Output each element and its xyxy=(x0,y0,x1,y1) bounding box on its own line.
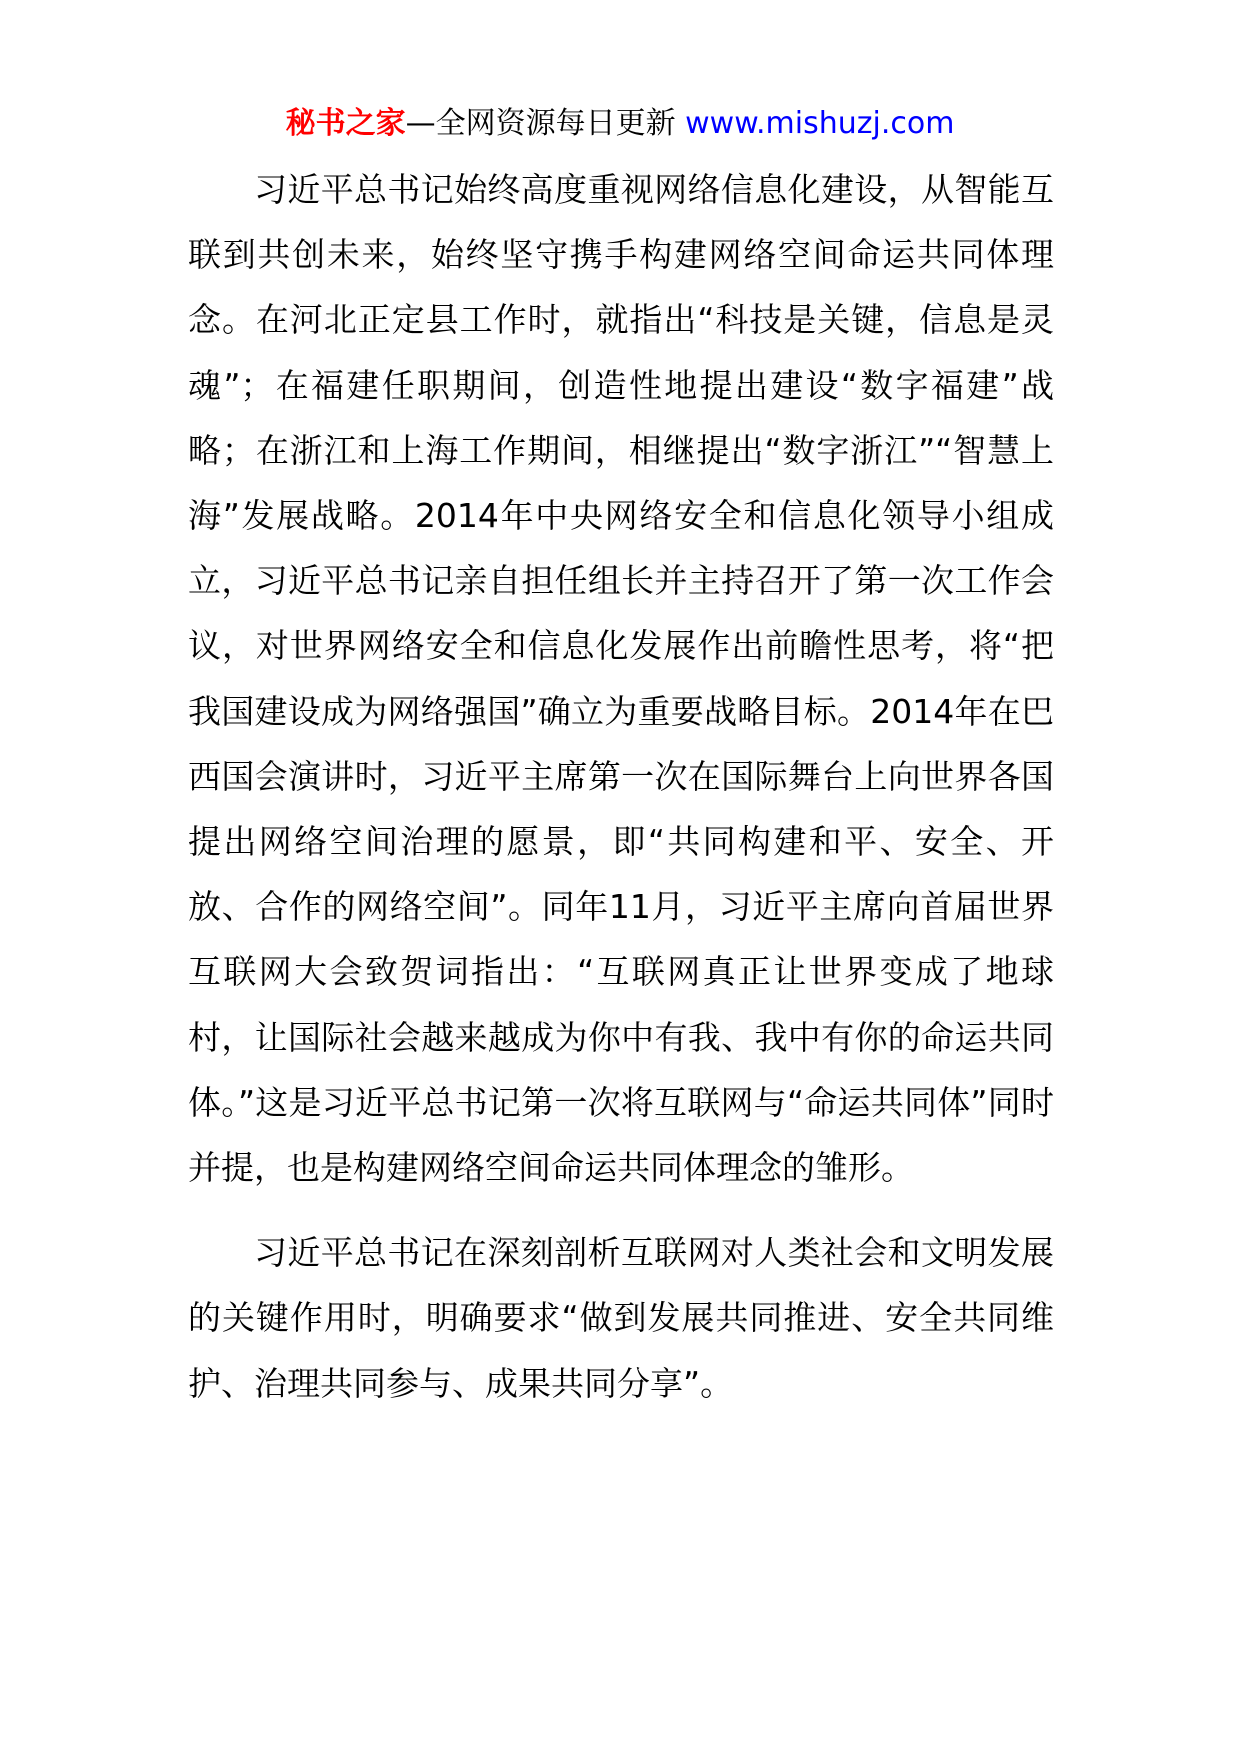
brand-name: 秘书之家 xyxy=(285,106,406,141)
website-link[interactable]: www.mishuzj.com xyxy=(685,106,955,141)
header-tagline: —全网资源每日更新 xyxy=(405,106,676,141)
document-body xyxy=(188,157,1054,1416)
paragraph-1: 习近平总书记始终高度重视网络信息化建设，从智能互联到共创未来，始终坚守携手构建网络空间命运共同体理念。在河北正定县工作时，就指出“科技是关键，信息是灵魂”；在福建任职期间，创造性地提出建设“数字福建”战略；在浙江和上海工作期间，相继提出“数字浙江”“智慧上海”发展战略。2014年中央网络安全和信息化领导小组成立，习近平总书记亲自担任组长并主持召开了第一次工作会议，对世界网络安全和信息化发展作出前瞻性思考，将“把我国建设成为网络强国”确立为重要战略目标。2014年在巴西国会演讲时，习近平主席第一次在国际舞台上向世界各国提出网络空间治理的愿景，即“共同构建和平、安全、开放、合作的网络空间”。同年11月，习近平主席向首届世界互联网大会致贺词指出：“互联网真正让世界变成了地球村，让国际社会越来越成为你中有我、我中有你的命运共同体。”这是习近平总书记第一次将互联网与“命运共同体”同时并提，也是构建网络空间命运共同体理念的雏形。 xyxy=(188,170,1054,1188)
paragraph-2: 习近平总书记在深刻剖析互联网对人类社会和文明发展的关键作用时，明确要求“做到发展共同推进、安全共同维护、治理共同参与、成果共同分享”。 xyxy=(188,1233,1054,1403)
page-header xyxy=(0,104,1240,144)
